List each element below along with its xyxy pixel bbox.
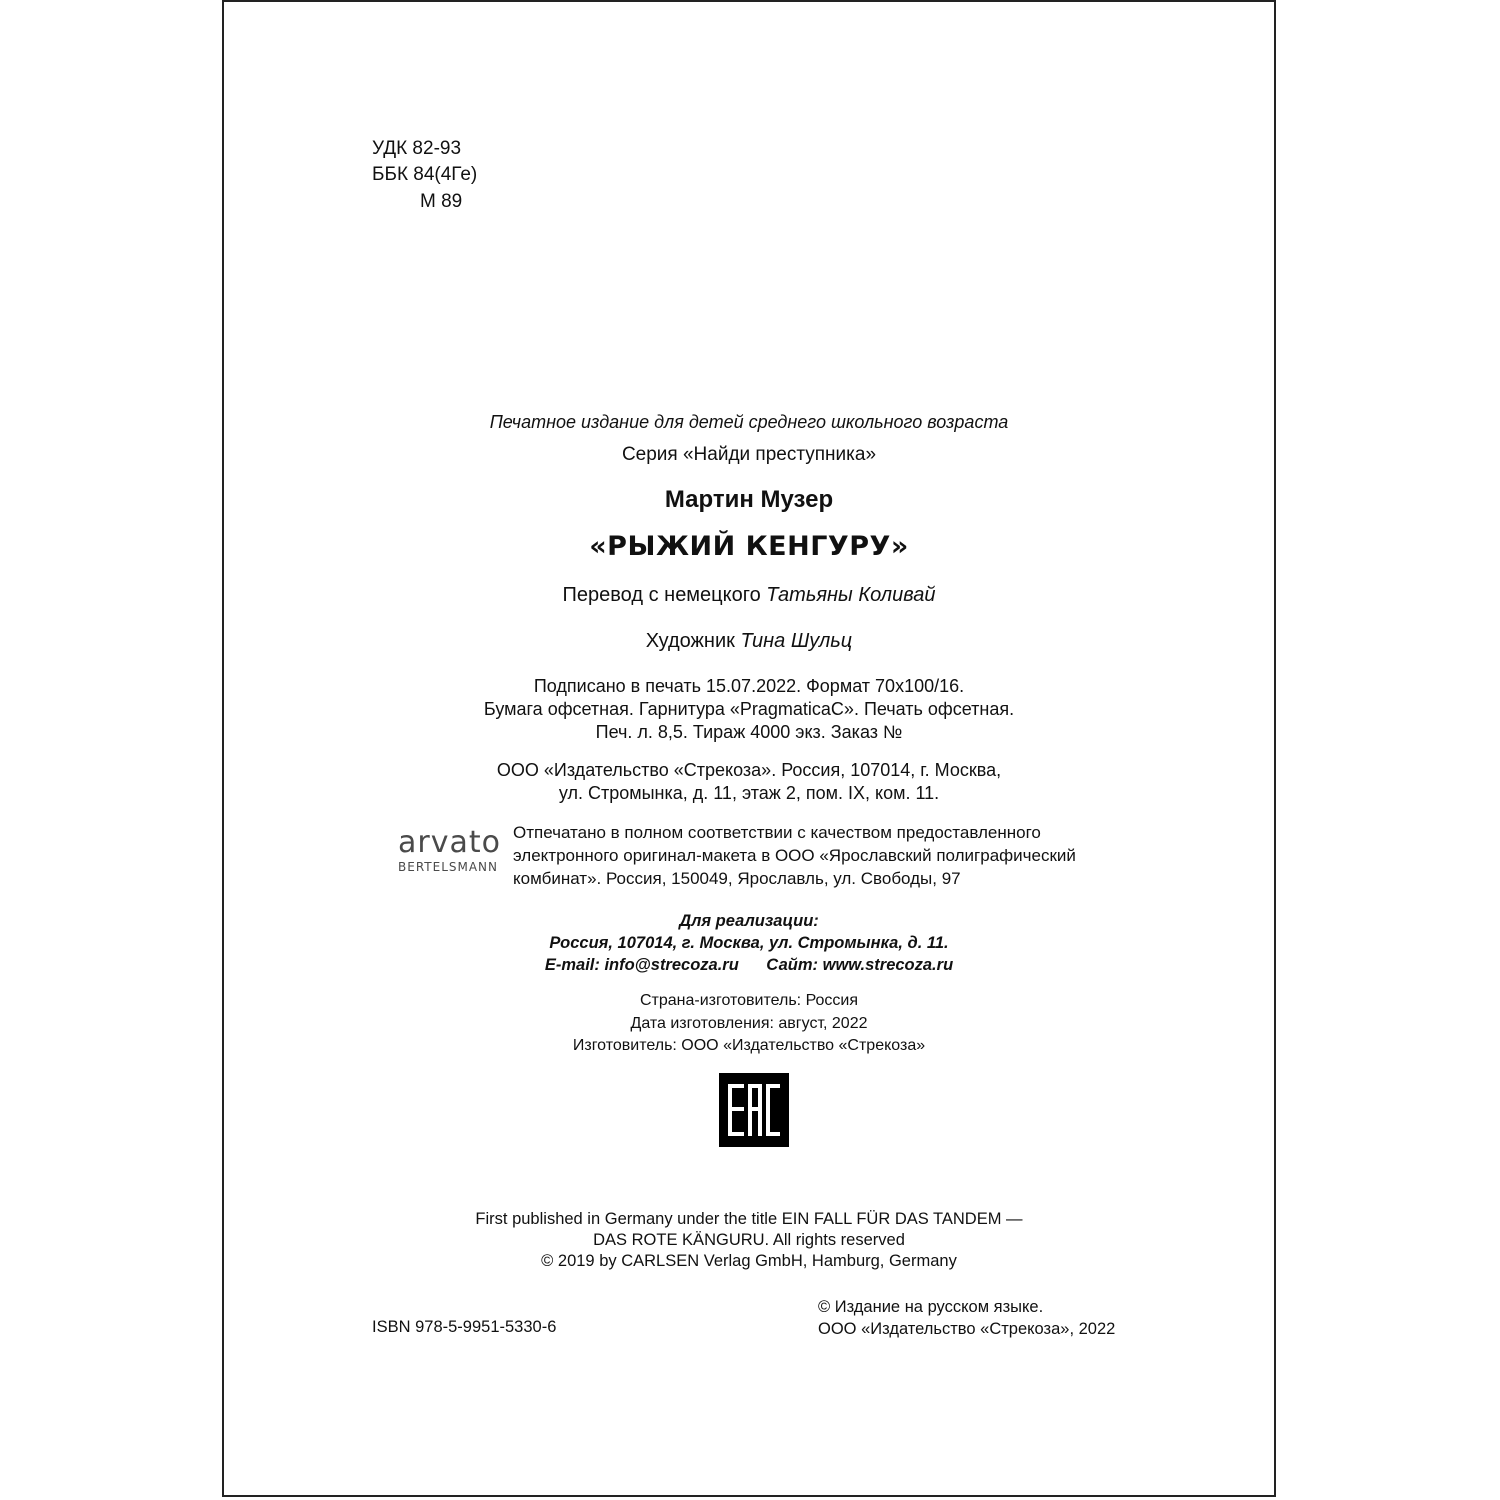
series-name: Серия «Найди преступника» <box>621 444 877 465</box>
eac-icon <box>719 1073 789 1147</box>
udk-code: УДК 82-93 <box>372 138 462 159</box>
sales-address: Россия, 107014, г. Москва, ул. Стромынка, д. 11. <box>549 934 949 952</box>
artist-credit <box>224 630 1274 653</box>
original-line-1: First published in Germany under the title EIN FALL FÜR DAS TANDEM — <box>475 1210 1023 1228</box>
translation-credit <box>224 584 1274 607</box>
printer-line-3: комбинат». Россия, 150049, Ярославль, ул. Свободы, 97 <box>513 869 961 888</box>
arvato-logo-word: arvato <box>398 825 501 860</box>
rights-line-2: ООО «Издательство «Стрекоза», 2022 <box>818 1320 1116 1338</box>
translator-name: Татьяны Коливай <box>766 584 936 606</box>
translation-prefix: Перевод с немецкого <box>562 584 767 606</box>
original-line-2: DAS ROTE KÄNGURU. All rights reserved <box>593 1231 905 1249</box>
publisher-address-line-1: ООО «Издательство «Стрекоза». Россия, 107014, г. Москва, <box>496 760 1002 780</box>
arvato-logo <box>398 825 501 874</box>
spec-line-1: Подписано в печать 15.07.2022. Формат 70x100/16. <box>533 676 965 696</box>
book-title: «РЫЖИЙ КЕНГУРУ» <box>589 531 909 562</box>
rights-line-1: © Издание на русском языке. <box>818 1298 1044 1316</box>
audience-note: Печатное издание для детей среднего школьного возраста <box>489 412 1009 432</box>
sales-heading: Для реализации: <box>679 912 819 930</box>
spec-line-2: Бумага офсетная. Гарнитура «PragmaticaC». Печать офсетная. <box>483 699 1015 719</box>
author-mark: М 89 <box>420 191 463 212</box>
arvato-logo-subtitle: BERTELSMANN <box>398 860 499 874</box>
printer-line-2: электронного оригинал-макета в ООО «Ярославский полиграфический <box>513 846 1076 865</box>
original-copyright: © 2019 by CARLSEN Verlag GmbH, Hamburg, Germany <box>541 1252 957 1270</box>
manufacturer-date: Дата изготовления: август, 2022 <box>630 1015 868 1032</box>
spec-line-3: Печ. л. 8,5. Тираж 4000 экз. Заказ № <box>595 722 903 742</box>
manufacturer-country: Страна-изготовитель: Россия <box>639 992 859 1009</box>
author-name: Мартин Музер <box>664 486 834 513</box>
publisher-address-line-2: ул. Стромынка, д. 11, этаж 2, пом. IX, ком. 11. <box>558 783 940 803</box>
sales-contacts: E-mail: info@strecoza.ru Сайт: www.strecoza.ru <box>544 956 954 974</box>
bbk-code: ББК 84(4Ге) <box>372 164 478 185</box>
imprint-page <box>222 0 1276 1497</box>
isbn: ISBN 978-5-9951-5330-6 <box>372 1318 557 1336</box>
artist-prefix: Художник <box>645 630 741 652</box>
artist-name: Тина Шульц <box>740 630 853 652</box>
manufacturer-name: Изготовитель: ООО «Издательство «Стрекоза» <box>572 1037 926 1054</box>
printer-line-1: Отпечатано в полном соответствии с качеством предоставленного <box>513 823 1041 842</box>
